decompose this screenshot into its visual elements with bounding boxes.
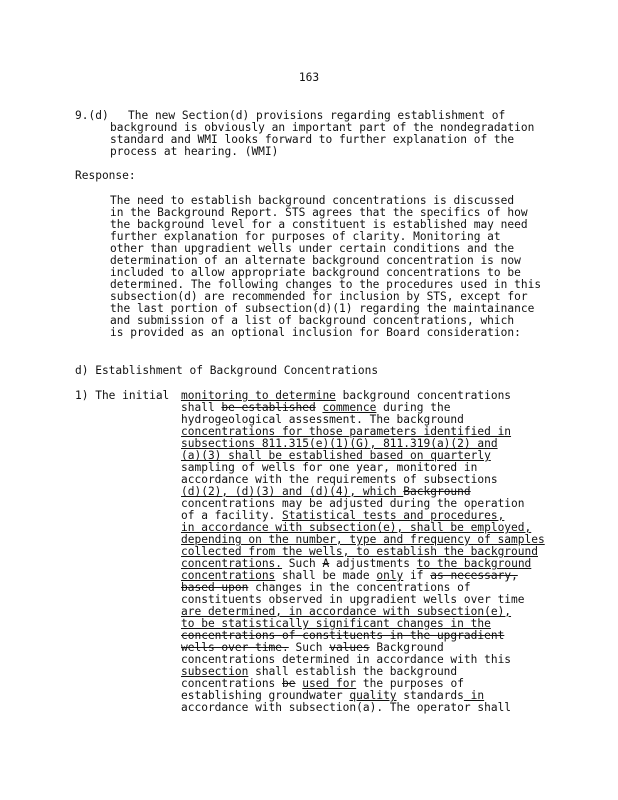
rule-text: hydrogeological assessment. The background bbox=[181, 413, 464, 426]
rule-text: sampling of wells for one year, monitored in bbox=[181, 461, 478, 474]
rule-line bbox=[181, 438, 498, 450]
response-line: and submission of a list of background concentrations, which bbox=[110, 314, 515, 327]
rule-text: Such bbox=[288, 641, 330, 654]
rule-line bbox=[181, 462, 477, 474]
inserted-text: to be statistically significant changes in the bbox=[181, 617, 491, 630]
rule-text: adjustments bbox=[329, 557, 417, 570]
rule-text: standards bbox=[396, 689, 464, 702]
comment-line: process at hearing. (WMI) bbox=[110, 145, 279, 158]
response-line: other than upgradient wells under certain conditions and the bbox=[110, 242, 515, 255]
rule-text: changes in the concentrations of bbox=[248, 581, 471, 594]
comment-line: standard and WMI looks forward to further explanation of the bbox=[110, 133, 515, 146]
rule-text: accordance with subsection(a). The operator shall bbox=[181, 701, 512, 714]
response-line: The need to establish background concentrations is discussed bbox=[110, 194, 515, 207]
rule-line bbox=[181, 630, 504, 642]
rule-text: concentrations may be adjusted during the operation bbox=[181, 497, 525, 510]
response-line: is provided as an optional inclusion for Board consideration: bbox=[110, 326, 521, 339]
rule-line bbox=[181, 582, 471, 594]
deleted-text: A bbox=[322, 557, 330, 570]
rule-text: the purposes of bbox=[356, 677, 464, 690]
section-heading: d) Establishment of Background Concentrations bbox=[75, 364, 379, 377]
rule-line bbox=[181, 426, 511, 438]
inserted-text: are determined, in accordance with subsection(e), bbox=[181, 605, 512, 618]
response-line: further explanation for purposes of clarity. Monitoring at bbox=[110, 230, 501, 243]
inserted-text: concentrations bbox=[181, 569, 276, 582]
inserted-text: to the background bbox=[416, 557, 532, 570]
inserted-text: concentrations. bbox=[181, 557, 283, 570]
rule-line bbox=[181, 570, 518, 582]
rule-line bbox=[181, 390, 511, 402]
rule-text: constituents observed in upgradient wells over time bbox=[181, 593, 525, 606]
comment-line: The new Section(d) provisions regarding establishment of bbox=[128, 109, 506, 122]
inserted-text: used for bbox=[302, 677, 357, 690]
deleted-text: based upon bbox=[181, 581, 249, 594]
item-number: 1) The initial bbox=[75, 389, 170, 402]
rule-line bbox=[181, 510, 504, 522]
rule-text: shall bbox=[181, 401, 222, 414]
inserted-text: only bbox=[376, 569, 404, 582]
rule-line bbox=[181, 666, 457, 678]
rule-text: concentrations bbox=[181, 677, 283, 690]
inserted-text: (d)(2), (d)(3) and (d)(4), which bbox=[181, 485, 404, 498]
inserted-text: (a)(3) shall be established based on quarterly bbox=[181, 449, 491, 462]
deleted-text: be established bbox=[221, 401, 316, 414]
deleted-text: wells over time. bbox=[181, 641, 289, 654]
rule-line bbox=[181, 618, 491, 630]
response-line: in the Background Report. STS agrees that the specifics of how bbox=[110, 206, 528, 219]
rule-line bbox=[181, 702, 511, 714]
rule-text: accordance with the requirements of subsections bbox=[181, 473, 498, 486]
comment-number: 9.(d) bbox=[75, 109, 109, 122]
rule-line bbox=[181, 402, 450, 414]
rule-line bbox=[181, 594, 525, 606]
response-line: included to allow appropriate background concentrations to be bbox=[110, 266, 521, 279]
rule-line bbox=[181, 642, 444, 654]
response-line: subsection(d) are recommended for inclusion by STS, except for bbox=[110, 290, 528, 303]
rule-text: Such bbox=[282, 557, 323, 570]
rule-line bbox=[181, 606, 511, 618]
inserted-text: in accordance with subsection(e), shall be employed, bbox=[181, 521, 532, 534]
inserted-text: subsections 811.315(e)(1)(G), 811.319(a)(2) and bbox=[181, 437, 498, 450]
rule-line bbox=[181, 450, 491, 462]
rule-line bbox=[181, 678, 464, 690]
rule-line bbox=[181, 546, 538, 558]
rule-text: Background bbox=[369, 641, 444, 654]
inserted-text: subsection bbox=[181, 665, 249, 678]
deleted-text: values bbox=[329, 641, 370, 654]
rule-text: shall establish the background bbox=[248, 665, 458, 678]
rule-line bbox=[181, 486, 471, 498]
rule-text: background concentrations bbox=[335, 389, 512, 402]
rule-line bbox=[181, 534, 545, 546]
rule-line bbox=[181, 498, 525, 510]
rule-text: shall be made bbox=[275, 569, 377, 582]
inserted-text: depending on the number, type and frequency of samples bbox=[181, 533, 545, 546]
deleted-text: concentrations of constituents in the upgradient bbox=[181, 629, 505, 642]
inserted-text: collected from the wells, to establish the background bbox=[181, 545, 538, 558]
inserted-text: Statistical tests and procedures, bbox=[282, 509, 505, 522]
rule-text: establishing groundwater bbox=[181, 689, 350, 702]
response-line: the background level for a constituent is established may need bbox=[110, 218, 528, 231]
inserted-text: quality bbox=[349, 689, 397, 702]
rule-text: during the bbox=[376, 401, 451, 414]
rule-text: if bbox=[403, 569, 431, 582]
rule-text: of a facility. bbox=[181, 509, 283, 522]
inserted-text: monitoring to determine bbox=[181, 389, 336, 402]
inserted-text: commence bbox=[322, 401, 377, 414]
rule-line bbox=[181, 690, 484, 702]
comment-line: background is obviously an important part of the nondegradation bbox=[110, 121, 535, 134]
response-line: determined. The following changes to the procedures used in this bbox=[110, 278, 542, 291]
response-label: Response: bbox=[75, 169, 136, 182]
deleted-text: Background bbox=[403, 485, 471, 498]
rule-line bbox=[181, 414, 464, 426]
deleted-text: be bbox=[282, 677, 296, 690]
rule-line bbox=[181, 558, 531, 570]
inserted-text: concentrations for those parameters identified in bbox=[181, 425, 512, 438]
response-line: determination of an alternate background concentration is now bbox=[110, 254, 521, 267]
rule-line bbox=[181, 474, 498, 486]
deleted-text: as necessary, bbox=[430, 569, 518, 582]
response-line: the last portion of subsection(d)(1) regarding the maintainance bbox=[110, 302, 535, 315]
rule-line bbox=[181, 522, 531, 534]
inserted-text: in bbox=[463, 689, 485, 702]
rule-line bbox=[181, 654, 511, 666]
rule-text: concentrations determined in accordance with this bbox=[181, 653, 512, 666]
page-number: 163 bbox=[298, 71, 320, 84]
